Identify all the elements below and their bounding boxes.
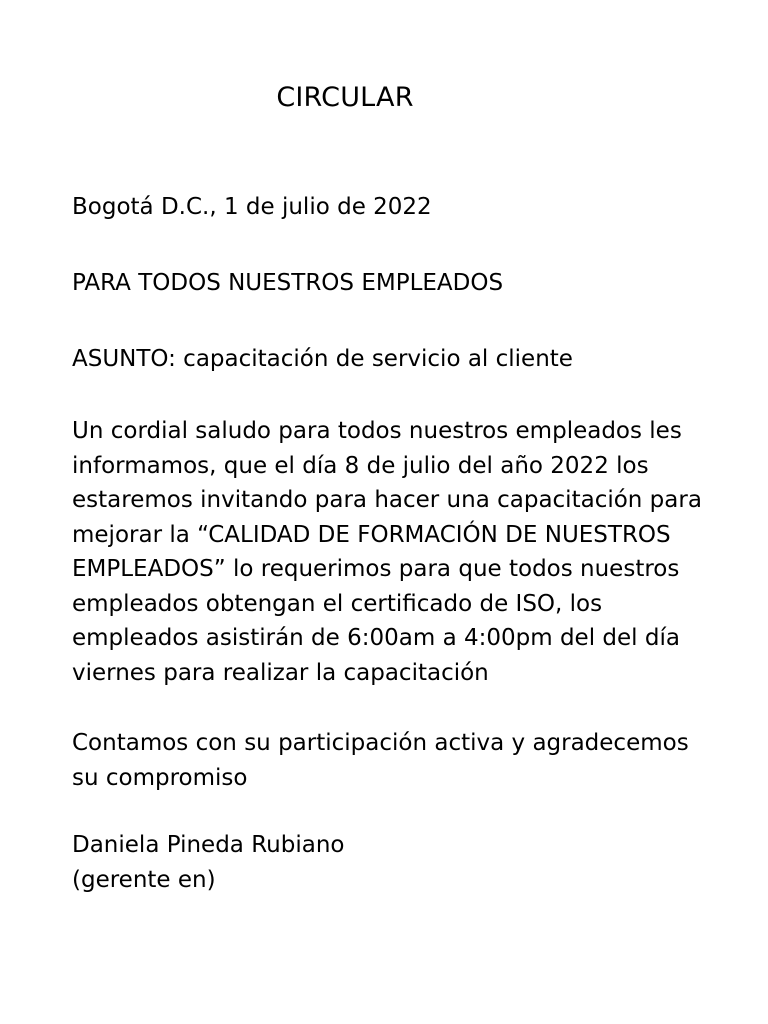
body-line: mejorar la “CALIDAD DE FORMACIÓN DE NUESTROS [72,521,671,548]
document-title: CIRCULAR [276,82,414,113]
body-line: EMPLEADOS” lo requerimos para que todos nuestros [72,556,680,582]
closing-paragraph [72,726,712,795]
recipients-line: PARA TODOS NUESTROS EMPLEADOS [72,270,504,296]
date-line: Bogotá D.C., 1 de julio de 2022 [72,194,432,220]
body-line: Un cordial saludo para todos nuestros empleados les [72,418,682,444]
body-line: empleados asistirán de 6:00am a 4:00pm del del día [72,625,680,651]
body-line: viernes para realizar la capacitación [72,659,489,686]
body-line: estaremos invitando para hacer una capacitación para [72,487,702,513]
signature-role: (gerente en) [72,866,216,893]
body-line: empleados obtengan el certificado de ISO, los [72,590,603,617]
closing-line: su compromiso [72,764,248,791]
body-line: informamos, que el día 8 de julio del año 2022 los [72,452,649,479]
signature-name: Daniela Pineda Rubiano [72,832,345,858]
subject-line: ASUNTO: capacitación de servicio al cliente [72,346,573,372]
closing-line: Contamos con su participación activa y agradecemos [72,730,689,756]
signature-block [72,828,712,897]
body-paragraph [72,414,712,690]
